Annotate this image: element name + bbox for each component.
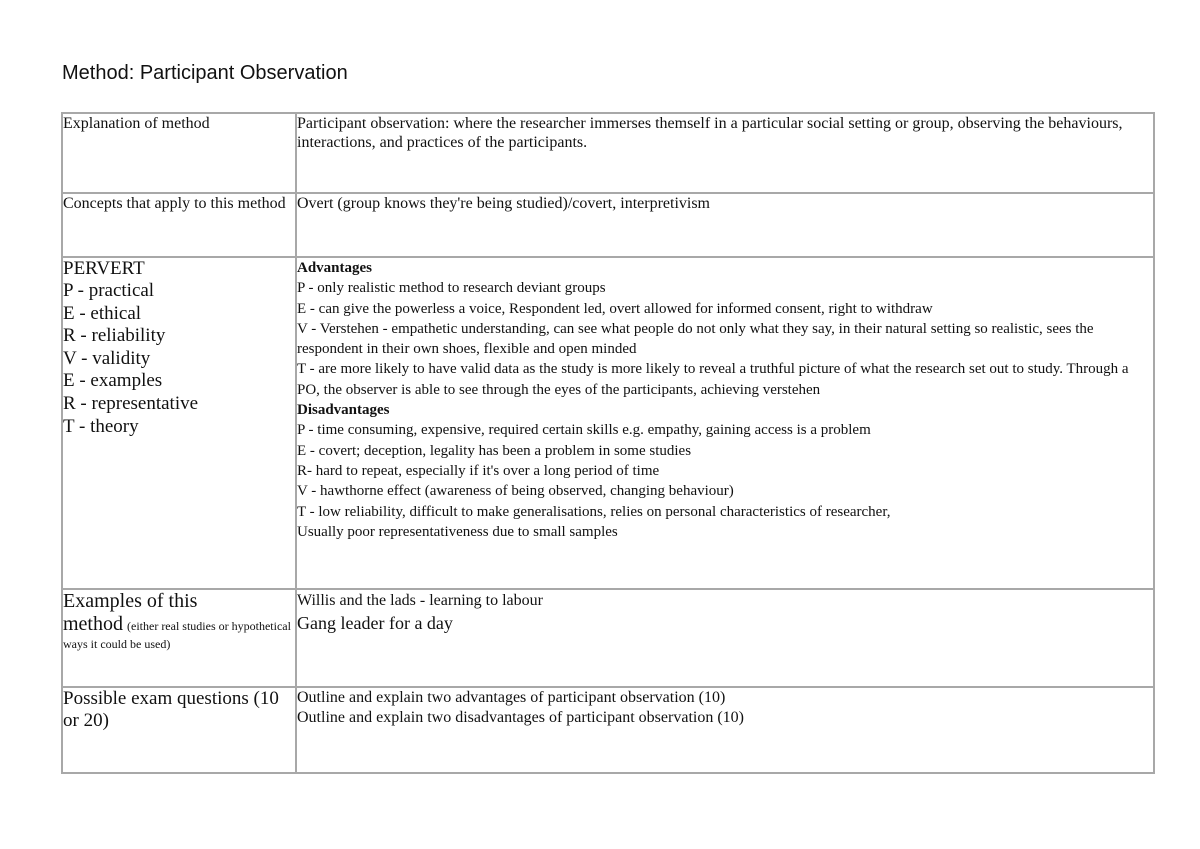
table-row-pervert — [62, 257, 1154, 589]
examples-cell — [296, 589, 1154, 687]
questions-label: Possible exam questions (10 or 20) — [62, 687, 296, 773]
example-item: Willis and the lads - learning to labour — [297, 592, 543, 609]
question-item: Outline and explain two advantages of participant observation (10) — [297, 689, 726, 706]
advantage-item: V - Verstehen - empathetic understanding, can see what people do not only what they say, in their natural setting so realistic, sees the respondent in their own shoes, flexible and open minded — [297, 320, 1094, 358]
pervert-title: PERVERT — [63, 258, 145, 279]
pervert-item: R - representative — [63, 392, 199, 414]
advantages-heading: Advantages — [297, 260, 373, 276]
method-table — [61, 112, 1155, 774]
concepts-text: Overt (group knows they're being studied)/covert, interpretivism — [296, 193, 1154, 257]
disadvantage-item: T - low reliability, difficult to make generalisations, relies on personal characteristics of researcher, — [297, 503, 891, 520]
disadvantage-item: V - hawthorne effect (awareness of being observed, changing behaviour) — [297, 483, 734, 500]
pervert-item: E - ethical — [63, 302, 142, 324]
pervert-list — [63, 280, 295, 438]
page-title: Method: Participant Observation — [62, 62, 348, 84]
table-row-explanation — [62, 113, 1154, 193]
advantage-item: T - are more likely to have valid data as the study is more likely to reveal a truthful picture of what the research set out to study. Through a PO, the observer is able to see through the eyes of the participants, achieving verstehen — [297, 361, 1129, 398]
disadvantages-heading: Disadvantages — [297, 402, 390, 419]
pervert-item: P - practical — [63, 280, 155, 301]
question-item: Outline and explain two disadvantages of participant observation (10) — [297, 709, 744, 726]
disadvantage-item: P - time consuming, expensive, required certain skills e.g. empathy, gaining access is a problem — [297, 422, 871, 439]
concepts-label: Concepts that apply to this method — [62, 193, 296, 257]
table-row-examples — [62, 589, 1154, 687]
advantage-item: E - can give the powerless a voice, Respondent led, overt allowed for informed consent, right to withdraw — [297, 300, 933, 317]
table-row-questions — [62, 687, 1154, 773]
disadvantage-item: E - covert; deception, legality has been a problem in some studies — [297, 442, 692, 459]
pervert-item: T - theory — [63, 415, 139, 437]
questions-cell — [296, 687, 1154, 773]
explanation-label: Explanation of method — [62, 113, 296, 193]
explanation-text: Participant observation: where the researcher immerses themself in a particular social setting or group, observing the behaviours, interactions, and practices of the participants. — [296, 113, 1154, 193]
examples-label-method: method — [63, 613, 123, 635]
examples-label: Examples of this — [63, 590, 198, 612]
example-item: Gang leader for a day — [297, 613, 453, 633]
advantage-item: P - only realistic method to research deviant groups — [297, 280, 606, 297]
disadvantage-item: R- hard to repeat, especially if it's over a long period of time — [297, 462, 660, 479]
pervert-item: E - examples — [63, 370, 163, 392]
examples-label-note: (either real studies or hypothetical ways it could be used) — [63, 619, 291, 651]
pervert-cell — [62, 257, 296, 589]
examples-label-line2 — [63, 613, 295, 652]
disadvantage-item: Usually poor representativeness due to small samples — [297, 523, 618, 540]
advantages-cell — [296, 257, 1154, 589]
table-row-concepts — [62, 193, 1154, 257]
pervert-item: R - reliability — [63, 325, 166, 347]
examples-label-cell — [62, 589, 296, 687]
pervert-item: V - validity — [63, 347, 151, 369]
